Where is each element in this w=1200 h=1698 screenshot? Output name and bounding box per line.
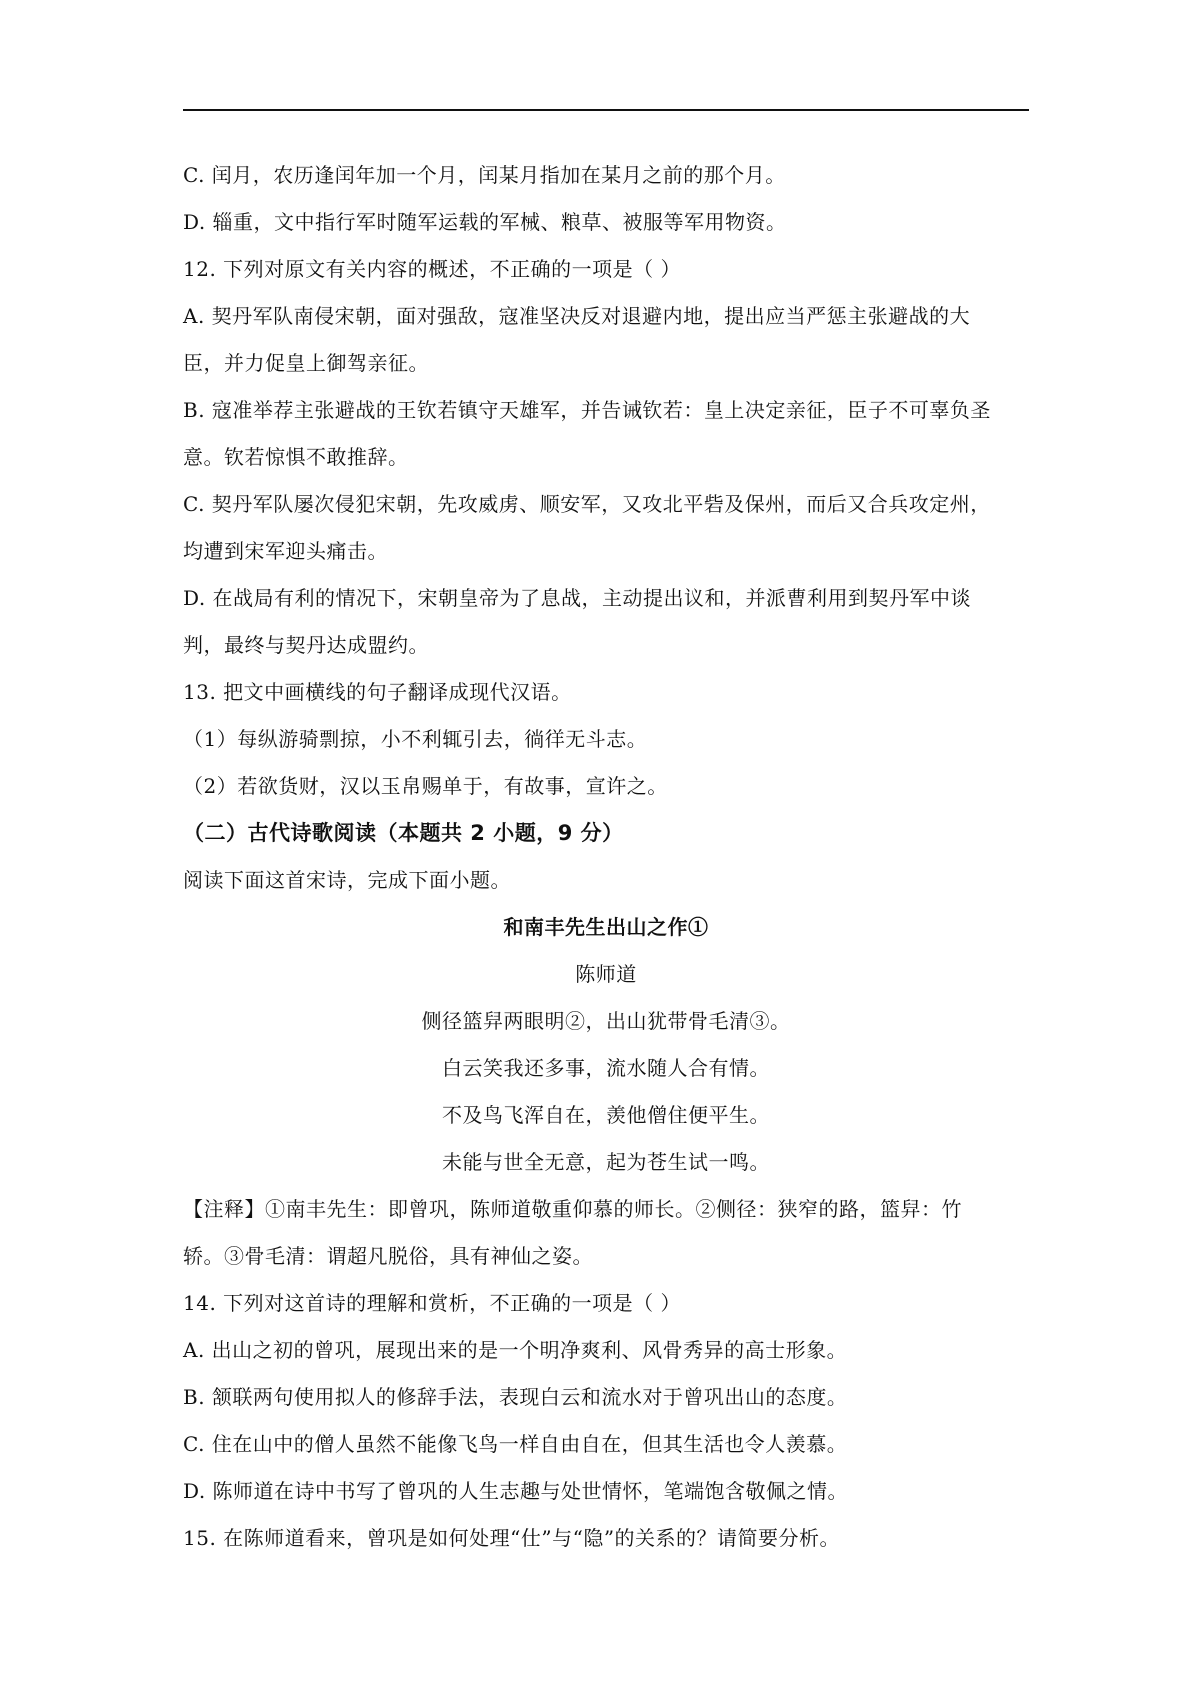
poem-verse-2: 白云笑我还多事，流水随人合有情。 — [442, 1056, 770, 1080]
poem-author: 陈师道 — [575, 962, 637, 986]
question-13-part2: （2）若欲货财，汉以玉帛赐单于，有故事，宣许之。 — [183, 774, 668, 798]
option-a-q14: A. 出山之初的曾巩，展现出来的是一个明净爽利、风骨秀异的高士形象。 — [183, 1338, 848, 1362]
header-rule — [183, 109, 1029, 111]
poem-block — [183, 904, 1029, 1186]
option-c-q11: C. 闰月，农历逢闰年加一个月，闰某月指加在某月之前的那个月。 — [183, 163, 786, 187]
question-13: 13. 把文中画横线的句子翻译成现代汉语。 — [183, 680, 572, 704]
option-a-q12-line1: A. 契丹军队南侵宋朝，面对强敌，寇准坚决反对退避内地，提出应当严惩主张避战的大 — [183, 304, 971, 328]
document-body — [183, 152, 1029, 1562]
option-b-q12-line2: 意。钦若惊惧不敢推辞。 — [183, 445, 409, 469]
section-heading: （二）古代诗歌阅读（本题共 2 小题，9 分） — [183, 821, 624, 845]
question-15: 15. 在陈师道看来，曾巩是如何处理“仕”与“隐”的关系的？请简要分析。 — [183, 1526, 841, 1550]
poem-title: 和南丰先生出山之作① — [503, 915, 709, 939]
option-b-q12-line1: B. 寇准举荐主张避战的王钦若镇守天雄军，并告诫钦若：皇上决定亲征，臣子不可辜负圣 — [183, 398, 991, 422]
reading-intro: 阅读下面这首宋诗，完成下面小题。 — [183, 868, 511, 892]
annotation-line1: 【注释】①南丰先生：即曾巩，陈师道敬重仰慕的师长。②侧径：狭窄的路，篮舁：竹 — [183, 1197, 962, 1221]
option-d-q14: D. 陈师道在诗中书写了曾巩的人生志趣与处世情怀，笔端饱含敬佩之情。 — [183, 1479, 849, 1503]
question-12: 12. 下列对原文有关内容的概述，不正确的一项是（ ） — [183, 257, 682, 281]
question-14: 14. 下列对这首诗的理解和赏析，不正确的一项是（ ） — [183, 1291, 682, 1315]
poem-verse-3: 不及鸟飞浑自在，羡他僧住便平生。 — [442, 1103, 770, 1127]
poem-verse-4: 未能与世全无意，起为苍生试一鸣。 — [442, 1150, 770, 1174]
annotation-line2: 轿。③骨毛清：谓超凡脱俗，具有神仙之姿。 — [183, 1244, 593, 1268]
option-a-q12-line2: 臣，并力促皇上御驾亲征。 — [183, 351, 429, 375]
option-d-q11: D. 辎重，文中指行军时随军运载的军械、粮草、被服等军用物资。 — [183, 210, 787, 234]
option-c-q12-line2: 均遭到宋军迎头痛击。 — [183, 539, 388, 563]
option-c-q14: C. 住在山中的僧人虽然不能像飞鸟一样自由自在，但其生活也令人羡慕。 — [183, 1432, 848, 1456]
option-d-q12-line2: 判，最终与契丹达成盟约。 — [183, 633, 429, 657]
option-b-q14: B. 颔联两句使用拟人的修辞手法，表现白云和流水对于曾巩出山的态度。 — [183, 1385, 848, 1409]
poem-verse-1: 侧径篮舁两眼明②，出山犹带骨毛清③。 — [421, 1009, 791, 1033]
option-d-q12-line1: D. 在战局有利的情况下，宋朝皇帝为了息战，主动提出议和，并派曹利用到契丹军中谈 — [183, 586, 972, 610]
question-13-part1: （1）每纵游骑剽掠，小不利辄引去，徜徉无斗志。 — [183, 727, 648, 751]
option-c-q12-line1: C. 契丹军队屡次侵犯宋朝，先攻威虏、顺安军，又攻北平砦及保州，而后又合兵攻定州， — [183, 492, 991, 516]
